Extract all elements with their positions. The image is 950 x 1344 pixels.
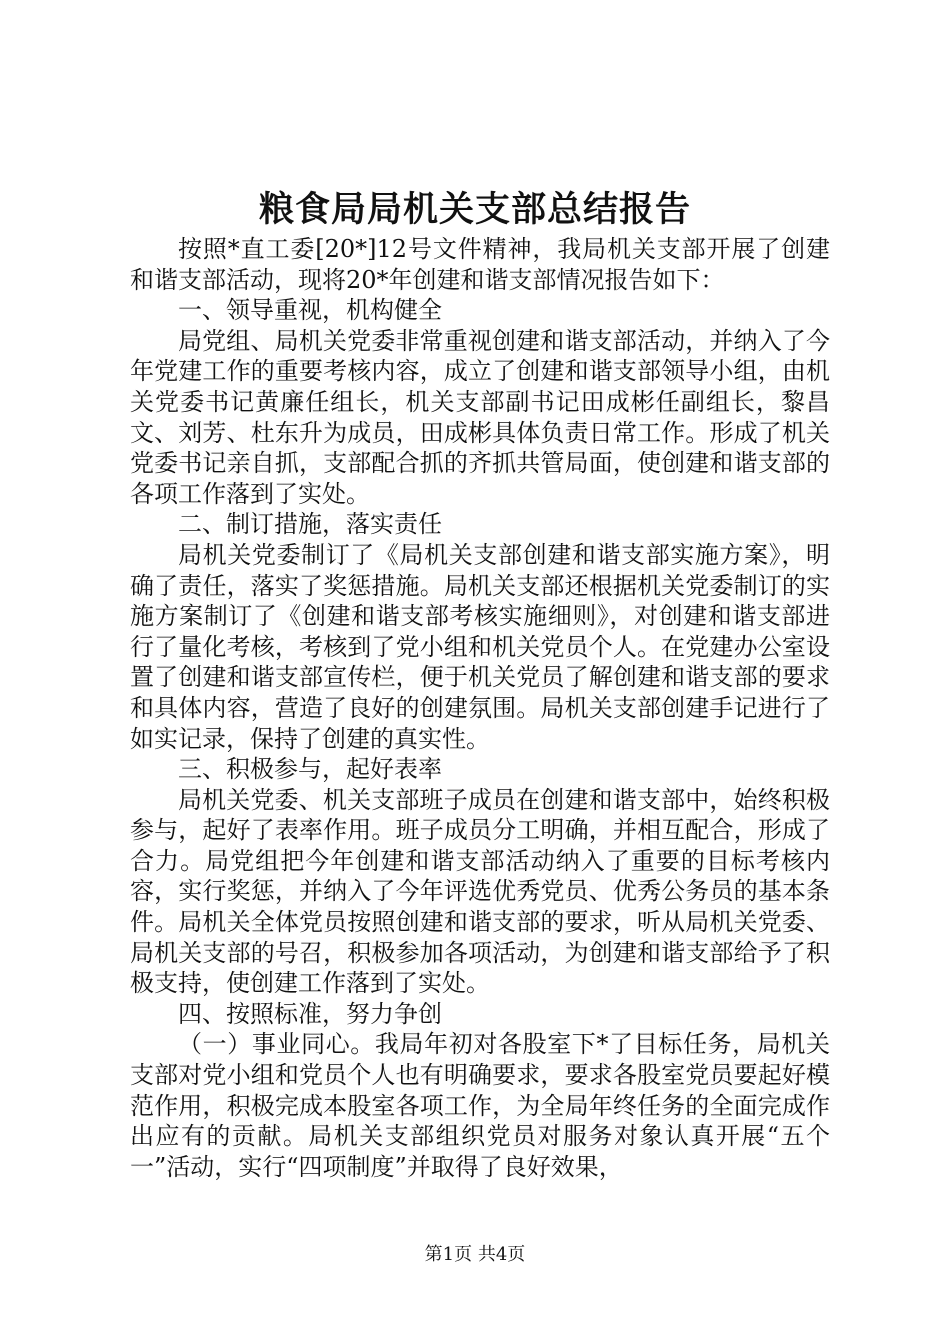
section-heading-3: 三、积极参与，起好表率 xyxy=(178,755,442,784)
section-heading-4: 四、按照标准，努力争创 xyxy=(178,999,442,1028)
document-body xyxy=(130,234,830,1182)
document-title: 粮食局局机关支部总结报告 xyxy=(258,189,691,230)
page-footer: 第1页 共4页 xyxy=(424,1244,526,1265)
section-heading-2: 二、制订措施，落实责任 xyxy=(178,510,442,539)
paragraph-section-3: 局机关党委、机关支部班子成员在创建和谐支部中，始终积极参与，起好了表率作用。班子成员分工明确，并相互配合，形成了合力。局党组把今年创建和谐支部活动纳入了重要的目标考核内容，实行奖惩，并纳入了今年评选优秀党员、优秀公务员的基本条件。局机关全体党员按照创建和谐支部的要求，听从局机关党委、局机关支部的号召，积极参加各项活动，为创建和谐支部给予了积极支持，使创建工作落到了实处。 xyxy=(130,785,830,998)
paragraph-intro: 按照*直工委[20*]12号文件精神，我局机关支部开展了创建和谐支部活动，现将20*年创建和谐支部情况报告如下： xyxy=(130,235,830,294)
paragraph-section-4-1: （一）事业同心。我局年初对各股室下*了目标任务，局机关支部对党小组和党员个人也有明确要求，要求各股室党员要起好模范作用，积极完成本股室各项工作，为全局年终任务的全面完成作出应有的贡献。局机关支部组织党员对服务对象认真开展“五个一”活动，实行“四项制度”并取得了良好效果， xyxy=(130,1030,830,1181)
section-heading-1: 一、领导重视，机构健全 xyxy=(178,296,442,325)
paragraph-section-1: 局党组、局机关党委非常重视创建和谐支部活动，并纳入了今年党建工作的重要考核内容，成立了创建和谐支部领导小组，由机关党委书记黄廉任组长，机关支部副书记田成彬任副组长，黎昌文、刘芳、杜东升为成员，田成彬具体负责日常工作。形成了机关党委书记亲自抓，支部配合抓的齐抓共管局面，使创建和谐支部的各项工作落到了实处。 xyxy=(130,326,830,508)
paragraph-section-2: 局机关党委制订了《局机关支部创建和谐支部实施方案》，明确了责任，落实了奖惩措施。局机关支部还根据机关党委制订的实施方案制订了《创建和谐支部考核实施细则》，对创建和谐支部进行了量化考核，考核到了党小组和机关党员个人。在党建办公室设置了创建和谐支部宣传栏，便于机关党员了解创建和谐支部的要求和具体内容，营造了良好的创建氛围。局机关支部创建手记进行了如实记录，保持了创建的真实性。 xyxy=(130,540,830,753)
